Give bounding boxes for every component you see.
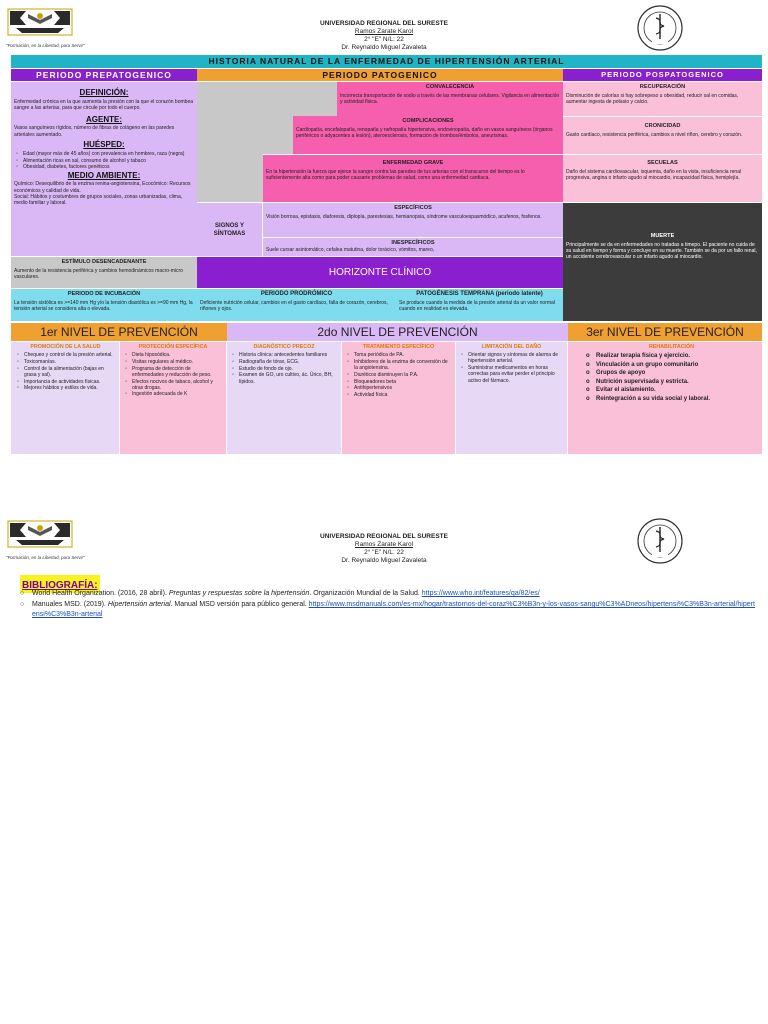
- incubacion-text: La tensión sistólica es >=140 mm Hg y/o la tensión diastólica es >=90 mm Hg, la tensión arterial se considera alta o elevada.: [14, 300, 193, 313]
- header-seal: [636, 4, 684, 52]
- stair-gray-block: [197, 82, 337, 120]
- promocion-title: PROMOCIÓN DE LA SALUD: [30, 344, 101, 350]
- incubacion-panel: [11, 289, 197, 321]
- secuelas-title: SECUELAS: [647, 160, 678, 166]
- recuperacion-text: Disminución de calorías si hay sobrepeso u obesidad, reducir sal en comidas, aumentar ingesta de potasio y calcio.: [566, 93, 739, 106]
- convalecencia-title: CONVALECENCIA: [425, 84, 475, 90]
- complicaciones-panel: [293, 116, 563, 154]
- main-title-bar: [11, 55, 762, 68]
- horizonte-clinico-label: HORIZONTE CLÍNICO: [328, 267, 432, 278]
- university-logo-icon: [6, 6, 74, 38]
- list-item: ◦ Ingestión adecuada de K: [123, 391, 223, 397]
- proteccion-panel: [120, 342, 226, 454]
- reference-1-publisher: . Organización Mundial de la Salud.: [309, 590, 422, 597]
- enfermedad-grave-text: En la hipertensión la fuerza que ejerce la sangre contra las paredes de tus arterias con el transcurso del tiempo es lo suficientemente alta como para poder causarte problemas de salud, como una enfermedad cardiaca.: [266, 169, 525, 182]
- doctor-name: Dr. Reynaldo Miguel Zavaleta: [341, 557, 427, 564]
- rehabilitacion-list: [584, 352, 759, 403]
- reference-2-link[interactable]: https://www.msdmanuals.com/es-mx/hogar/trastornos-del-coraz%C3%B3n-y-los-vasos-sangu%C3%ADneos/hipertensi%C3%B3n-arterial/hipertensi%C3%B3n-arterial: [32, 601, 755, 618]
- tratamiento-title: TRATAMIENTO ESPECÍFICO: [362, 344, 435, 350]
- list-item: ◦ Obesidad, diabetes, factores genéticos: [14, 164, 194, 170]
- list-item: o Evitar el aislamiento.: [584, 386, 759, 394]
- reference-1: [20, 589, 755, 599]
- list-item: ◦ Radiografía de tórax, ECG.: [230, 359, 338, 365]
- list-item: ◦ Toma periódica de PA.: [345, 352, 452, 358]
- especificos-title: ESPECÍFICOS: [394, 205, 432, 211]
- rehabilitacion-panel: [568, 342, 762, 454]
- inespecificos-text: Suele cursar asintomático, cefalea matutina, dolor torácico, vómitos, mareo,: [266, 247, 435, 253]
- limitacion-title: LIMITACIÓN DEL DAÑO: [481, 344, 542, 350]
- nivel-2-title: 2do NIVEL DE PREVENCIÓN: [317, 325, 478, 339]
- list-item: ◦ Chequeo y control de la presión arterial.: [15, 352, 116, 358]
- nivel-3-title-bar: [568, 323, 762, 341]
- reference-2-title: Hipertensión arterial: [107, 601, 171, 608]
- header-info: [270, 20, 498, 52]
- convalecencia-text: Incorrecta transportación de sodio a través de las membranas celulares. Vigilancia en alimentación y actividad física.: [340, 93, 560, 106]
- main-title: HISTORIA NATURAL DE LA ENFERMEDAD DE HIPERTENSIÓN ARTERIAL: [208, 56, 565, 66]
- diagnostico-list: [230, 352, 338, 385]
- estimulo-panel: [11, 257, 197, 288]
- list-item: ◦ Toxicomanías.: [15, 359, 116, 365]
- complicaciones-title: COMPLICACIONES: [402, 118, 454, 124]
- muerte-text: Principalmente se da en enfermedades no tratadas a timepo. El paciente no cuida de su salud en tiempo y forma y concluye en su muerte. También se da por un fallo renal, un accidente cerebrovascular o un infarto agudo al miocardio.: [566, 242, 757, 261]
- list-item: o Grupos de apoyo: [584, 369, 759, 377]
- medio-text-1: Químico: Desequilibrio de la enzima renina-angiotensina, Ecocómico: Recursos económicos y calidad de vida.: [14, 181, 191, 194]
- bibliografia-list: [20, 589, 755, 620]
- bullet-icon: ○: [20, 601, 25, 608]
- student-name: Ramos Zarate Karol: [354, 541, 414, 548]
- diagnostico-title: DIAGNÓSTICO PRECOZ: [253, 344, 315, 350]
- list-item: ◦ Mejores hábitos y estilos de vida.: [15, 385, 116, 391]
- secuelas-panel: [563, 155, 762, 202]
- period-pospatogenico-label: PERIODO POSPATOGENICO: [601, 70, 724, 79]
- period-prepatogenico-bar: [11, 69, 197, 81]
- list-item: ◦ Control de la alimentación (bajas en grasa y sal).: [15, 366, 116, 378]
- list-item: ◦ Examen de GO, uro cultivo, ác. Úrico, BH, lípidos.: [230, 372, 338, 384]
- inespecificos-panel: [263, 237, 563, 256]
- list-item: ◦ Visitas regulares al médico.: [123, 359, 223, 365]
- signos-sintomas-panel: [197, 203, 262, 256]
- header-logo-2: [6, 518, 85, 560]
- bullet-icon: ○: [20, 590, 25, 597]
- enfermedad-grave-title: ENFERMEDAD GRAVE: [382, 160, 444, 166]
- signos-sintomas-title: SIGNOS Y SÍNTOMAS: [213, 222, 246, 237]
- list-item: ◦ Edad (mayor más de 45 años) con prevalencia en hombres, raza (negra): [14, 151, 194, 157]
- muerte-title: MUERTE: [650, 233, 675, 239]
- reference-1-authors: World Health Organization. (2016, 28 abril).: [32, 590, 169, 597]
- especificos-text: Visión borrosa, epistaxis, diaforesis, diplopía, parestesias, hemianopsia, síndrome vasculoespasmódico, acufenos, fosfenos.: [266, 214, 542, 220]
- patogenesis-panel: [396, 289, 563, 321]
- proteccion-list: [123, 352, 223, 397]
- doctor-name: Dr. Reynaldo Miguel Zavaleta: [341, 44, 427, 51]
- list-item: o Nutrición supervisada y estricta.: [584, 378, 759, 386]
- cronicidad-title: CRONICIDAD: [644, 123, 681, 129]
- prodromico-panel: [197, 289, 396, 321]
- list-item: ◦ Programa de detección de enfermedades y reducción de peso.: [123, 366, 223, 378]
- nivel-2-title-bar: [227, 323, 568, 341]
- list-item: ◦ Efectos nocivos de tabaco, alcohol y otras drogas.: [123, 379, 223, 391]
- huesped-title: HUÉSPED:: [83, 139, 125, 149]
- group-label: 2° "E" N/L: 22: [364, 36, 404, 43]
- patogenesis-text: Se produce cuando la medida de la presión arterial da un valor normal cuando en realidad es elevada.: [399, 300, 555, 313]
- university-name: UNIVERSIDAD REGIONAL DEL SURESTE: [320, 20, 448, 27]
- reference-2-authors: Manuales MSD. (2019).: [32, 601, 108, 608]
- promocion-panel: [11, 342, 119, 454]
- list-item: ◦ Bloqueadores beta: [345, 379, 452, 385]
- limitacion-panel: [456, 342, 567, 454]
- list-item: ◦ Dieta hiposódica.: [123, 352, 223, 358]
- logo-caption: "Formación, en la Libertad, para Servir": [6, 43, 85, 48]
- list-item: ◦ Diuréticos disminuyen la P.A.: [345, 372, 452, 378]
- list-item: o Reintegración a su vida social y laboral.: [584, 395, 759, 403]
- bibliografia-label: BIBLIOGRAFÍA:: [22, 580, 98, 591]
- inespecificos-title: INESPECÍFICOS: [391, 240, 435, 246]
- header-seal-2: [636, 517, 684, 565]
- period-patogenico-label: PERIODO PATOGENICO: [322, 70, 438, 80]
- tratamiento-list: [345, 352, 452, 398]
- list-item: ◦ Suministrar medicamentos en horas correctas para evitar perder el principio activo del fármaco.: [459, 365, 564, 384]
- definicion-title: DEFINICIÓN:: [79, 88, 129, 97]
- list-item: ◦ Alimentación ricas en sal, consumo de alcohol y tabaco: [14, 158, 194, 164]
- stair-gray-block-2: [197, 120, 293, 154]
- recuperacion-title: RECUPERACIÓN: [639, 84, 686, 90]
- university-logo-icon: [6, 518, 74, 550]
- student-name: Ramos Zarate Karol: [354, 28, 414, 35]
- secuelas-text: Daño del sistema cardiovascular, isquemia, daño en la vista, insuficiencia renal progresiva, angina o infarto agudo al miocardio, incapacidad física, hemiplejía.: [566, 169, 742, 182]
- university-seal-icon: [636, 4, 684, 52]
- estimulo-title: ESTÍMULO DESENCADENANTE: [61, 259, 147, 265]
- estimulo-text: Aumento de la resistencia periférica y cambios hemodinámicos macro-micro vasculares.: [14, 268, 183, 281]
- list-item: ◦ Importancia de actividades físicas.: [15, 379, 116, 385]
- list-item: ◦ Historia clínica: antecedentes familiares: [230, 352, 338, 358]
- nivel-1-title: 1er NIVEL DE PREVENCIÓN: [40, 325, 198, 339]
- incubacion-title: PERIODO DE INCUBACIÓN: [67, 291, 141, 297]
- agente-title: AGENTE:: [86, 115, 122, 125]
- recuperacion-panel: [563, 82, 762, 116]
- diagnostico-panel: [227, 342, 341, 454]
- promocion-list: [15, 352, 116, 391]
- list-item: ◦ Inhibidores de la enzima de conversión de la angiotensina.: [345, 359, 452, 371]
- list-item: ◦ Actividad física: [345, 392, 452, 398]
- complicaciones-text: Cardiopatía, encefalopatía, renopatía y nefropatía hipertensiva, endovinopatía, daño en vasos sanguíneos (órganos periféricos o adyacentes a lesión), ateroesclerosis, formación de trombos/émbolos, aneurismas.: [296, 127, 553, 140]
- list-item: ◦ Orientar signos y síntomas de alarma de hipertensión arterial.: [459, 352, 564, 364]
- group-label: 2° "E" N/L: 22: [364, 549, 404, 556]
- patogenesis-title: PATOGÉNESIS TEMPRANA (periodo latente): [416, 291, 543, 297]
- list-item: ◦ Antihipertensivos: [345, 385, 452, 391]
- definicion-text: Enfermedad crónica en la que aumenta la presión con la que el corazón bombea sangre a las arterias, para que circule por todo el cuerpo.: [14, 99, 194, 112]
- nivel-1-title-bar: [11, 323, 227, 341]
- list-item: ◦ Estudio de fondo de ojo.: [230, 366, 338, 372]
- period-patogenico-bar: [197, 69, 563, 81]
- agente-text: Vasos sanguíneos rígidos, número de fibras de colágeno en las paredes arteriales aumentado.: [14, 125, 175, 138]
- proteccion-title: PROTECCIÓN ESPECÍFICA: [138, 344, 208, 350]
- reference-2-publisher: . Manual MSD versión para público general.: [170, 601, 309, 608]
- reference-1-title: Preguntas y respuestas sobre la hipertensión: [168, 590, 310, 597]
- prodromico-text: Deficiente nutrición celular, cambios en el gasto cardíaco, falla de corazón, cerebros, riñones y ojos.: [200, 300, 388, 313]
- logo-caption: "Formación, en la Libertad, para Servir": [6, 555, 85, 560]
- header-logo: [6, 6, 85, 48]
- prodromico-title: PERIODO PRODRÓMICO: [260, 291, 333, 297]
- period-pospatogenico-bar: [563, 69, 762, 81]
- prepatogenico-panel: [11, 82, 197, 256]
- rehabilitacion-title: REHABILITACIÓN: [649, 344, 694, 350]
- period-prepatogenico-label: PERIODO PREPATOGENICO: [36, 70, 172, 80]
- cronicidad-text: Gasto cardiaco, resistencia periférica, cambios a nivel riñon, cerebro y corazón.: [566, 132, 743, 138]
- university-seal-icon: [636, 517, 684, 565]
- stair-gray-block-3: [197, 154, 263, 202]
- list-item: o Realizar terapia física y ejercicio.: [584, 352, 759, 360]
- reference-2: [20, 600, 755, 620]
- huesped-list: [14, 151, 194, 171]
- limitacion-list: [459, 352, 564, 384]
- especificos-panel: [263, 203, 563, 237]
- university-name: UNIVERSIDAD REGIONAL DEL SURESTE: [320, 533, 448, 540]
- reference-1-link[interactable]: https://www.who.int/features/qa/82/es/: [421, 590, 540, 597]
- cronicidad-panel: [563, 117, 762, 154]
- medio-text-2: Social: Hábitos y costumbres de grupos sociales, zonas urbanizadas, clima, medio familiar y laboral.: [14, 193, 183, 207]
- enfermedad-grave-panel: [263, 155, 563, 202]
- muerte-panel: [563, 203, 762, 321]
- horizonte-clinico-bar: [197, 257, 563, 288]
- nivel-3-title: 3er NIVEL DE PREVENCIÓN: [586, 325, 744, 339]
- header-info-2: [270, 533, 498, 565]
- list-item: o Vinculación a un grupo comunitario: [584, 361, 759, 369]
- medio-title: MEDIO AMBIENTE:: [67, 171, 141, 181]
- convalecencia-panel: [337, 82, 563, 120]
- tratamiento-panel: [342, 342, 455, 454]
